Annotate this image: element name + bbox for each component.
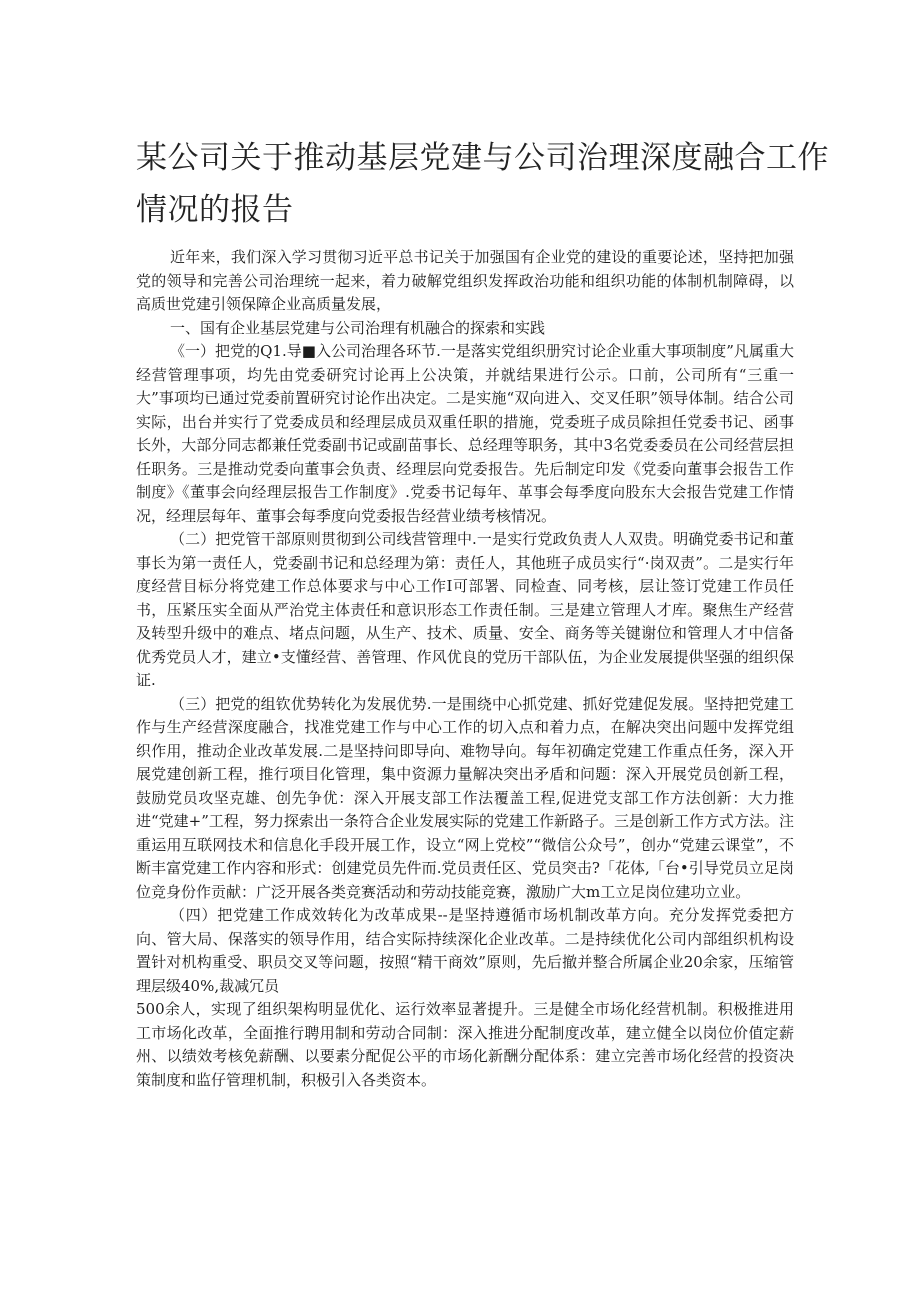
body-paragraph: （三）把党的组钦优势转化为发展优势.一是围绕中心抓党建、抓好党建促发展。坚持把党建工作与生产经营深度融合，找准党建工作与中心工作的切入点和着力点，在解决突出问题中发挥党组织作用，推动企业改革发展.二是坚持问即导向、难物导向。每年初确定党建工作重点任务，深入开展党建创新工程，推行项目化管理，集中资源力量解决突出矛盾和问题：深入开展党员创新工程，鼓励党员攻坚克雄、创先争优：深入开展支部工作法覆盖工程,促进党支部工作方法创新：大力推进“党建+”工程，努力探索出一条符合企业发展实际的党建工作新路子。三是创新工作方式方法。注重运用互联网技术和信息化手段开展工作，设立“网上党校”“微信公众号”，创办“党建云课堂”，不断丰富党建工作内容和形式：创建党员先件而.党员责任区、党员突击?「花体,「台•引导党员立足岗位竞身份作贡献：广泛开展各类竞赛活动和劳动技能竞赛，激励广大m工立足岗位建功立业。: [136, 694, 794, 901]
document-title: [136, 132, 829, 236]
body-paragraph: （二）把党管干部原则贯彻到公司线营管理中.一是实行党政负责人人双贵。明确党委书记和董事长为第一责任人，党委副书记和总经理为第：责任人，其他班子成员实行“·岗双责”。二是实行年度经营目标分将党建工作总体要求与中心工作I可部署、同检查、同考核，层让签订党建工作员任书，压紧压实全面从严治党主体责任和意识形态工作责任制。三是建立管理人才库。聚焦生产经营及转型升级中的难点、堵点问题，从生产、技术、质量、安全、商务等关键谢位和管理人才中信备优秀党员人才，建立•支懂经营、善管理、作风优良的党历干部队伍，为企业发展提供坚强的组织保证.: [136, 530, 794, 689]
intro-paragraph: 近年来，我们深入学习贯彻习近平总书记关于加强国有企业党的建设的重要论述，坚持把加强党的领导和完善公司治理统一起来，着力破解党组织发挥政治功能和组织功能的体制机制障碍，以高质世党建引领保障企业高质量发展，: [136, 248, 794, 313]
title-line-1: 某公司关于推动基层党建与公司治理深度融合工作: [136, 140, 829, 176]
body-paragraph: 《一）把党的Q1.导■入公司治理各环节.一是落实党组织册究讨论企业重大事项制度”凡属重大经营管理事项，均先由党委研究讨论再上公决策，并就结果进行公示。口前，公司所有“三重一大”事项均已通过党委前置研究讨论作出决定。二是实施“双向进入、交叉任职”领导体制。结合公司实际，出台并实行了党委成员和经理层成员双重任职的措施，党委班子成员除担任党委书记、函事长外，大部分同志都兼任党委副书记或副苗事长、总经理等职务，其中3名党委委员在公司经营层担任职务。三是推动党委向董事会负责、经理层向党委报告。先后制定印发《党委向董事会报告工作制度》《董事会向经理层报告工作制度》.党委书记每年、革事会每季度向股东大会报告党建工作情况，经理层每年、董事会每季度向党委报告经营业绩考核情况。: [136, 342, 794, 525]
document-body: [136, 246, 794, 1092]
title-line-2: 情况的报告: [136, 192, 294, 228]
body-paragraph-continued: 500余人，实现了组织架构明显优化、运行效率显著提升。三是健全市场化经营机制。积极推进用工市场化改革，全面推行聘用制和劳动合同制：深入推进分配制度改革，建立健全以岗位价值定薪州、以绩效考核免薪酬、以要素分配促公平的市场化新酬分配体系：建立完善市场化经营的投资决策制度和监仔管理机制，积极引入各类资本。: [136, 1000, 794, 1089]
section-heading: 一、国有企业基层党建与公司治理有机融合的探索和实践: [170, 318, 546, 337]
body-paragraph: （四）把党建工作成效转化为改革成果--是坚持遵循市场机制改革方向。充分发挥党委把方向、管大局、保落实的领导作用，结合实际持续深化企业改革。二是持续优化公司内部组织机构设置针对机构重受、职员交叉等问题，按照“精干商效”原则，先后撤并整合所属企业20余家，压缩管理层级40%,裁减冗员: [136, 906, 794, 995]
